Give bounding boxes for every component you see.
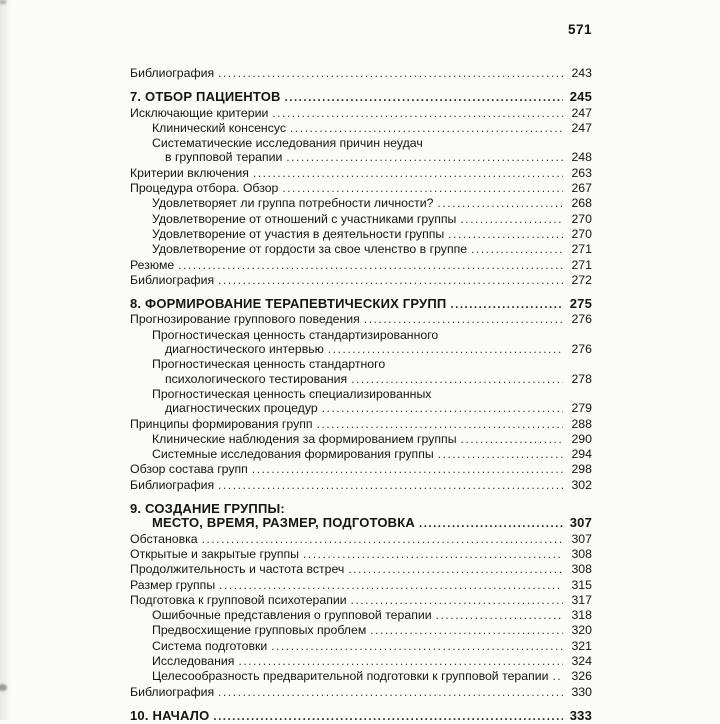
toc-entry-title: диагностического интервью — [165, 342, 324, 357]
toc-entry-page: 268 — [571, 196, 592, 211]
toc-entry-title: Процедура отбора. Обзор — [130, 181, 279, 196]
dot-leader — [253, 166, 563, 181]
toc-entry — [130, 623, 592, 638]
toc-entry-page: 278 — [571, 371, 592, 386]
toc-entry-page: 321 — [571, 638, 592, 653]
toc-entry-page: 247 — [571, 120, 592, 135]
toc-entry-row — [130, 312, 592, 327]
toc-entry-row — [130, 562, 592, 577]
dot-leader — [438, 196, 563, 211]
toc-entry-page: 290 — [571, 431, 592, 446]
table-of-contents — [130, 66, 592, 724]
toc-entry — [130, 562, 592, 577]
toc-entry-page: 307 — [569, 515, 592, 531]
toc-entry-title: диагностических процедур — [165, 401, 318, 416]
toc-entry-title: Удовлетворение от участия в деятельности группы — [152, 226, 445, 241]
toc-entry-title: Обстановка — [130, 531, 198, 546]
dot-leader — [364, 312, 563, 327]
toc-entry-title: Библиография — [130, 684, 215, 699]
toc-entry — [130, 328, 592, 358]
toc-entry — [130, 432, 592, 447]
toc-entry-row — [130, 462, 592, 477]
toc-entry-title: 9. СОЗДАНИЕ ГРУППЫ: — [130, 501, 285, 517]
toc-entry-title: Библиография — [130, 66, 215, 80]
toc-entry-page: 333 — [569, 707, 592, 723]
toc-entry-row — [130, 166, 592, 181]
toc-entry-row — [130, 608, 592, 623]
toc-entry-row — [130, 516, 592, 531]
toc-entry-page: 271 — [571, 242, 592, 257]
toc-entry-title: МЕСТО, ВРЕМЯ, РАЗМЕР, ПОДГОТОВКА — [152, 515, 415, 531]
toc-entry-title: Библиография — [130, 272, 215, 287]
scan-artifact — [0, 684, 7, 691]
toc-entry — [130, 654, 592, 669]
toc-entry — [130, 417, 592, 432]
dot-leader — [351, 372, 563, 387]
toc-entry-row — [130, 401, 592, 416]
dot-leader — [303, 547, 563, 562]
toc-entry-row — [130, 181, 592, 196]
toc-entry-page: 294 — [571, 447, 592, 462]
toc-entry-page: 271 — [571, 257, 592, 272]
dot-leader — [218, 685, 563, 700]
dot-leader — [438, 447, 563, 462]
toc-entry — [130, 639, 592, 654]
scan-artifact — [0, 0, 6, 4]
toc-entry-title: в групповой терапии — [165, 150, 283, 165]
toc-entry-title: Размер группы — [130, 577, 216, 592]
toc-entry-title: Систематические исследования причин неудач — [152, 136, 423, 151]
toc-entry-page: 245 — [569, 89, 592, 105]
dot-leader — [238, 654, 563, 669]
dot-leader — [218, 478, 563, 493]
dot-leader — [178, 258, 563, 273]
dot-leader — [219, 578, 563, 593]
toc-entry-page: 317 — [571, 592, 592, 607]
dot-leader — [218, 273, 563, 288]
toc-entry-page: 308 — [571, 562, 592, 577]
dot-leader — [202, 532, 563, 547]
dot-leader — [271, 639, 563, 654]
toc-entry-title: Удовлетворяет ли группа потребности личности? — [152, 196, 434, 211]
toc-entry — [130, 447, 592, 462]
toc-entry-row — [130, 227, 592, 242]
toc-entry — [130, 136, 592, 166]
dot-leader — [285, 90, 563, 105]
toc-entry-title: Продолжительность и частота встреч — [130, 562, 345, 577]
toc-entry-row — [130, 447, 592, 462]
toc-entry-title: Резюме — [130, 257, 175, 272]
toc-entry-title: Библиография — [130, 477, 215, 492]
toc-entry-page: 326 — [571, 669, 592, 684]
dot-leader — [436, 608, 563, 623]
toc-entry — [130, 547, 592, 562]
toc-entry-title: Клинические наблюдения за формированием группы — [152, 431, 457, 446]
toc-entry — [130, 312, 592, 327]
toc-entry — [130, 212, 592, 227]
toc-entry — [130, 166, 592, 181]
toc-entry-page: 298 — [571, 462, 592, 477]
toc-chapter-entry — [130, 502, 592, 532]
toc-entry — [130, 227, 592, 242]
toc-entry — [130, 462, 592, 477]
toc-entry-row — [130, 258, 592, 273]
toc-entry-title: Удовлетворение от гордости за свое членство в группе — [152, 242, 468, 257]
dot-leader — [471, 242, 563, 257]
toc-entry-title: Обзор состава групп — [130, 462, 248, 477]
dot-leader — [553, 669, 564, 684]
toc-entry-page: 270 — [571, 226, 592, 241]
toc-entry-title: Прогностическая ценность стандартизированного — [152, 327, 439, 342]
toc-entry — [130, 273, 592, 288]
toc-entry-row — [130, 502, 592, 516]
toc-entry-title: психологического тестирования — [165, 371, 348, 386]
toc-entry-page: 276 — [571, 312, 592, 327]
toc-entry-row — [130, 66, 592, 81]
dot-leader — [328, 342, 563, 357]
toc-entry-row — [130, 639, 592, 654]
toc-entry — [130, 66, 592, 81]
toc-entry-row — [130, 478, 592, 493]
dot-leader — [213, 709, 563, 724]
toc-entry-row — [130, 417, 592, 432]
toc-entry-row — [130, 136, 592, 150]
toc-entry — [130, 242, 592, 257]
toc-entry-title: Открытые и закрытые группы — [130, 546, 300, 561]
toc-entry-title: Прогностическая ценность стандартного — [152, 357, 386, 372]
toc-entry — [130, 106, 592, 121]
toc-entry-row — [130, 90, 592, 105]
dot-leader — [370, 623, 563, 638]
dot-leader — [461, 432, 563, 447]
toc-entry-title: 7. ОТБОР ПАЦИЕНТОВ — [130, 89, 281, 105]
toc-entry-page: 276 — [571, 342, 592, 357]
toc-entry-title: Принципы формирования групп — [130, 416, 313, 431]
dot-leader — [450, 297, 563, 312]
toc-entry-title: Система подготовки — [152, 638, 268, 653]
toc-entry — [130, 478, 592, 493]
dot-leader — [218, 66, 563, 81]
toc-entry-row — [130, 654, 592, 669]
toc-entry-page: 263 — [571, 165, 592, 180]
page-number: 571 — [567, 22, 592, 37]
toc-entry-title: Исключающие критерии — [130, 105, 269, 120]
toc-entry-page: 308 — [571, 546, 592, 561]
toc-entry-row — [130, 196, 592, 211]
toc-entry — [130, 196, 592, 211]
toc-entry-page: 307 — [571, 531, 592, 546]
toc-entry-page: 267 — [571, 181, 592, 196]
toc-entry-title: Критерии включения — [130, 165, 249, 180]
toc-entry-row — [130, 593, 592, 608]
dot-leader — [286, 150, 563, 165]
toc-entry-title: 10. НАЧАЛО — [130, 707, 210, 723]
toc-entry-row — [130, 669, 592, 684]
dot-leader — [351, 593, 563, 608]
dot-leader — [448, 227, 563, 242]
scan-edge-shadow — [0, 0, 12, 720]
toc-entry-row — [130, 106, 592, 121]
toc-entry-row — [130, 547, 592, 562]
toc-entry-page: 320 — [571, 623, 592, 638]
toc-chapter-entry — [130, 297, 592, 312]
toc-entry-title: Предвосхищение групповых проблем — [152, 623, 367, 638]
dot-leader — [460, 212, 563, 227]
toc-entry — [130, 387, 592, 417]
toc-entry — [130, 685, 592, 700]
toc-entry — [130, 608, 592, 623]
toc-chapter-entry — [130, 709, 592, 724]
dot-leader — [322, 401, 563, 416]
toc-entry-row — [130, 328, 592, 342]
toc-entry-page: 318 — [571, 608, 592, 623]
toc-entry-title: Исследования — [152, 653, 235, 668]
toc-entry-title: Целесообразность предварительной подготовки к групповой терапии — [152, 669, 549, 684]
toc-entry-row — [130, 709, 592, 724]
dot-leader — [419, 516, 563, 531]
toc-entry-row — [130, 432, 592, 447]
dot-leader — [290, 121, 563, 136]
dot-leader — [272, 106, 563, 121]
toc-entry-page: 270 — [571, 211, 592, 226]
toc-entry — [130, 121, 592, 136]
toc-entry — [130, 669, 592, 684]
toc-entry-row — [130, 387, 592, 401]
toc-entry-row — [130, 578, 592, 593]
toc-entry-title: Подготовка к групповой психотерапии — [130, 592, 347, 607]
toc-entry-title: 8. ФОРМИРОВАНИЕ ТЕРАПЕВТИЧЕСКИХ ГРУПП — [130, 296, 447, 312]
toc-entry-page: 288 — [571, 416, 592, 431]
toc-entry-row — [130, 357, 592, 371]
toc-entry-page: 302 — [571, 477, 592, 492]
toc-entry — [130, 357, 592, 387]
toc-entry-page: 247 — [571, 105, 592, 120]
toc-entry — [130, 593, 592, 608]
toc-entry-page: 324 — [571, 653, 592, 668]
toc-entry-row — [130, 342, 592, 357]
toc-entry-row — [130, 297, 592, 312]
toc-entry-row — [130, 623, 592, 638]
dot-leader — [317, 417, 563, 432]
toc-entry-title: Прогностическая ценность специализированных — [152, 386, 432, 401]
toc-chapter-entry — [130, 90, 592, 105]
toc-entry-title: Прогнозирование группового поведения — [130, 312, 360, 327]
dot-leader — [282, 181, 563, 196]
toc-entry-page: 279 — [571, 401, 592, 416]
toc-entry-page: 330 — [571, 684, 592, 699]
toc-entry-title: Системные исследования формирования группы — [152, 447, 434, 462]
toc-entry-row — [130, 121, 592, 136]
toc-entry — [130, 578, 592, 593]
toc-entry-page: 248 — [571, 150, 592, 165]
toc-entry-row — [130, 685, 592, 700]
toc-entry-page: 315 — [571, 577, 592, 592]
toc-entry-title: Ошибочные представления о групповой терапии — [152, 608, 432, 623]
toc-entry-row — [130, 242, 592, 257]
toc-entry-page: 272 — [571, 272, 592, 287]
toc-entry-title: Удовлетворение от отношений с участниками группы — [152, 211, 457, 226]
toc-entry-row — [130, 372, 592, 387]
toc-entry — [130, 258, 592, 273]
toc-entry-row — [130, 273, 592, 288]
toc-entry-row — [130, 150, 592, 165]
toc-entry-page: 243 — [571, 66, 592, 80]
toc-entry-title: Клинический консенсус — [152, 120, 287, 135]
dot-leader — [348, 562, 563, 577]
toc-entry — [130, 181, 592, 196]
toc-entry-row — [130, 532, 592, 547]
toc-entry — [130, 532, 592, 547]
dot-leader — [252, 462, 563, 477]
toc-entry-page: 275 — [569, 296, 592, 312]
toc-entry-row — [130, 212, 592, 227]
